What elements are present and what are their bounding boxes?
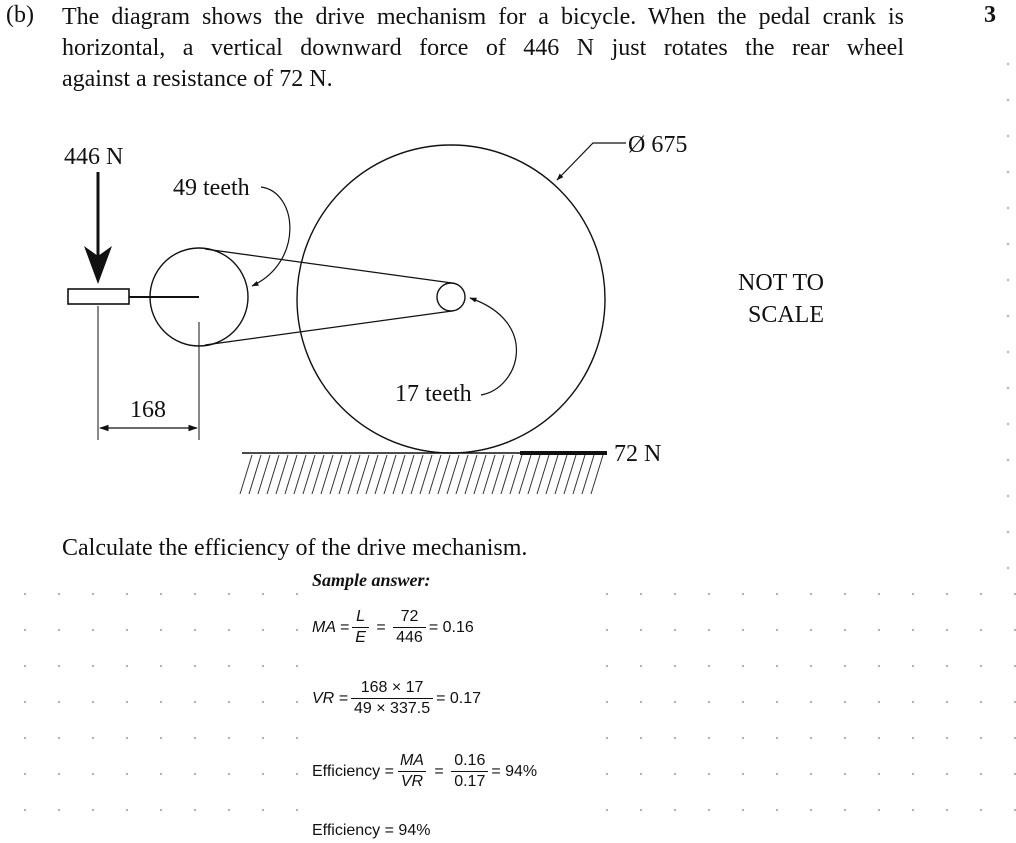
crank-length-label: 168 <box>130 397 166 423</box>
rear-sprocket-leader <box>470 298 516 395</box>
efficiency-equation <box>312 751 537 792</box>
hatch-line <box>267 455 279 494</box>
hatch-line <box>546 455 558 494</box>
vr-lhs: VR = <box>312 689 349 707</box>
hatch-line <box>564 455 576 494</box>
hatch-line <box>447 455 459 494</box>
vr-equation <box>312 678 481 719</box>
answer-dots-right <box>582 572 1016 843</box>
answer-dots-left <box>0 572 300 843</box>
hatch-line <box>456 455 468 494</box>
front-sprocket-leader <box>252 187 290 286</box>
sample-answer-heading: Sample answer: <box>312 570 431 590</box>
hatch-line <box>339 455 351 494</box>
hatch-line <box>474 455 486 494</box>
hatch-line <box>519 455 531 494</box>
hatch-line <box>249 455 261 494</box>
vr-denominator: 49 × 337.5 <box>351 698 433 719</box>
ma-lhs: MA = <box>312 618 350 636</box>
ground-hatching <box>240 455 603 494</box>
ma-numerator: L <box>356 608 365 625</box>
pedal <box>68 289 129 304</box>
wheel-diameter-label: Ø 675 <box>628 132 688 158</box>
hatch-line <box>357 455 369 494</box>
marks-value: 3 <box>984 2 996 28</box>
hatch-line <box>348 455 360 494</box>
hatch-line <box>294 455 306 494</box>
hatch-line <box>285 455 297 494</box>
force-label: 446 N <box>64 144 124 170</box>
diameter-leader <box>557 143 626 180</box>
efficiency-fraction-symbolic <box>397 751 427 792</box>
hatch-line <box>276 455 288 494</box>
hatch-line <box>537 455 549 494</box>
hatch-line <box>573 455 585 494</box>
efficiency-denominator: 0.17 <box>451 771 488 792</box>
hatch-line <box>402 455 414 494</box>
ma-result: = 0.16 <box>428 618 474 636</box>
ma-fraction-numeric <box>393 607 426 648</box>
hatch-line <box>366 455 378 494</box>
task-text: Calculate the efficiency of the drive mechanism. <box>62 535 528 561</box>
hatch-line <box>528 455 540 494</box>
efficiency-lhs: Efficiency = <box>312 762 394 780</box>
ma-equation <box>312 607 474 648</box>
vr-numerator: 168 × 17 <box>360 679 424 696</box>
hatch-line <box>303 455 315 494</box>
question-line: against a resistance of 72 N. <box>62 66 333 92</box>
question-line: The diagram shows the drive mechanism for a bicycle. When the pedal crank is <box>62 4 904 30</box>
rear-sprocket <box>437 283 465 311</box>
hatch-line <box>429 455 441 494</box>
resistance-label: 72 N <box>614 441 662 467</box>
hatch-line <box>240 455 252 494</box>
hatch-line <box>555 455 567 494</box>
hatch-line <box>312 455 324 494</box>
final-efficiency: Efficiency = 94% <box>312 822 431 839</box>
question-line: horizontal, a vertical downward force of 446 N just rotates the rear wheel <box>62 35 904 61</box>
ma-fraction-symbolic <box>352 607 369 648</box>
efficiency-denominator: VR <box>398 771 426 792</box>
question-label: (b) <box>6 2 34 28</box>
hatch-line <box>258 455 270 494</box>
hatch-line <box>582 455 594 494</box>
hatch-line <box>510 455 522 494</box>
hatch-line <box>591 455 603 494</box>
ma-denominator: 446 <box>393 627 426 648</box>
scale-note: SCALE <box>747 302 825 328</box>
front-sprocket-label: 49 teeth <box>173 175 250 201</box>
efficiency-result: = 94% <box>491 762 538 780</box>
ma-numerator: 72 <box>400 608 419 625</box>
hatch-line <box>492 455 504 494</box>
efficiency-numerator: 0.16 <box>454 752 486 769</box>
hatch-line <box>411 455 423 494</box>
hatch-line <box>375 455 387 494</box>
hatch-line <box>321 455 333 494</box>
hatch-line <box>384 455 396 494</box>
efficiency-numerator: MA <box>399 752 424 769</box>
hatch-line <box>465 455 477 494</box>
hatch-line <box>438 455 450 494</box>
rear-sprocket-label: 17 teeth <box>395 381 472 407</box>
chain-upper <box>205 249 452 283</box>
hatch-line <box>483 455 495 494</box>
equals-sign: = <box>371 618 391 636</box>
hatch-line <box>420 455 432 494</box>
hatch-line <box>330 455 342 494</box>
hatch-line <box>393 455 405 494</box>
equals-sign: = <box>429 762 449 780</box>
efficiency-fraction-numeric <box>451 751 488 792</box>
vr-result: = 0.17 <box>436 689 482 707</box>
hatch-line <box>501 455 513 494</box>
ma-denominator: E <box>352 627 369 648</box>
scale-note: NOT TO <box>737 270 825 296</box>
vr-fraction <box>351 678 433 719</box>
chain-lower <box>205 311 452 345</box>
